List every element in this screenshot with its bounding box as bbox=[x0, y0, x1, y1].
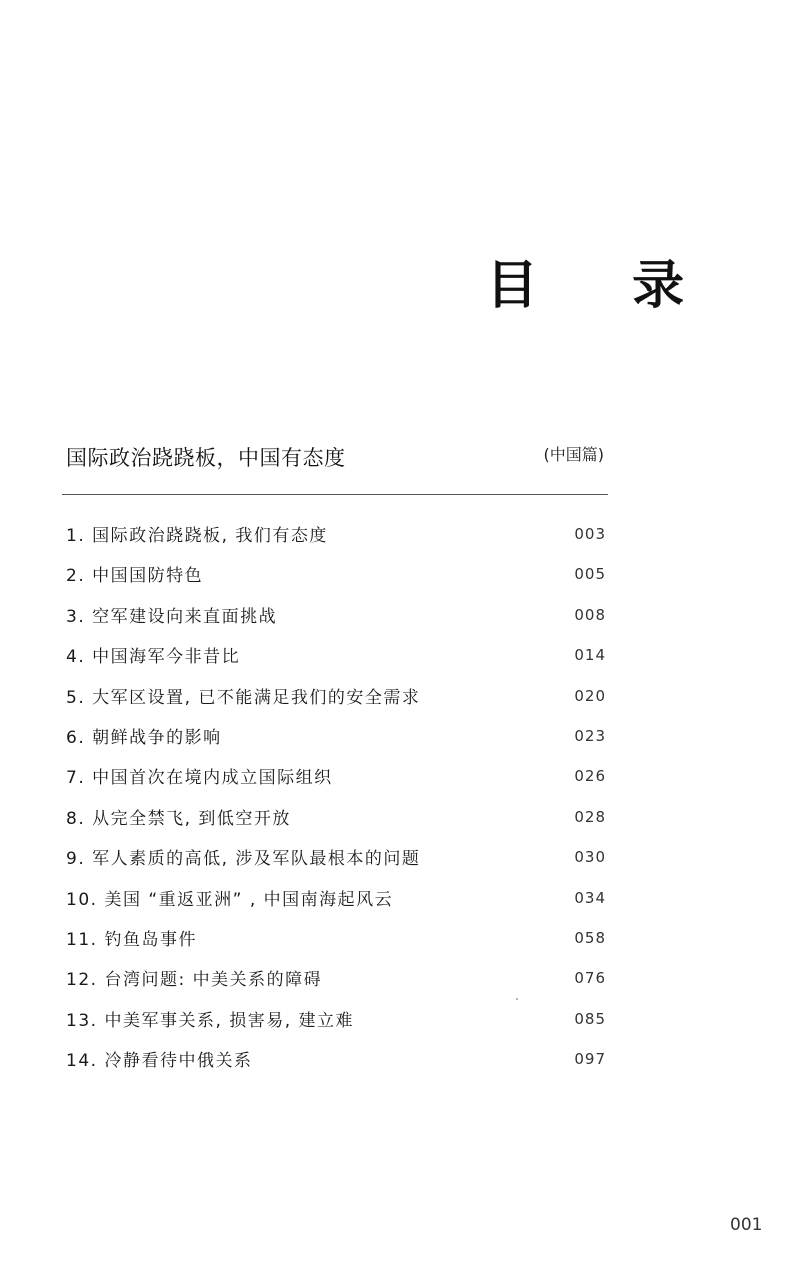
toc-entry[interactable] bbox=[62, 1043, 608, 1083]
toc-entry[interactable] bbox=[62, 841, 608, 881]
toc-entry[interactable] bbox=[62, 720, 608, 760]
toc-entry-label: 5. 大军区设置, 已不能满足我们的安全需求 bbox=[66, 687, 421, 708]
toc-entry-page: 026 bbox=[574, 767, 606, 786]
toc-entry-page: 008 bbox=[574, 605, 606, 624]
page-title: 目 录 bbox=[486, 256, 723, 316]
toc-entry-label: 12. 台湾问题: 中美关系的障碍 bbox=[66, 970, 323, 991]
toc-list bbox=[62, 518, 608, 1083]
toc-entry[interactable] bbox=[62, 801, 608, 841]
page-number: 001 bbox=[730, 1215, 763, 1235]
toc-entry-label: 3. 空军建设向来直面挑战 bbox=[66, 606, 278, 627]
toc-entry-page: 023 bbox=[574, 726, 606, 745]
toc-entry-label: 10. 美国 “重返亚洲” , 中国南海起风云 bbox=[66, 889, 394, 910]
toc-entry-page: 076 bbox=[574, 969, 606, 988]
toc-entry[interactable] bbox=[62, 922, 608, 962]
toc-entry-label: 8. 从完全禁飞, 到低空开放 bbox=[66, 808, 291, 829]
section-tag: (中国篇) bbox=[543, 445, 604, 464]
toc-entry-page: 058 bbox=[574, 928, 606, 947]
toc-entry[interactable] bbox=[62, 882, 608, 922]
toc-entry[interactable] bbox=[62, 680, 608, 720]
toc-entry-page: 020 bbox=[574, 686, 606, 705]
toc-entry[interactable] bbox=[62, 599, 608, 639]
toc-entry[interactable] bbox=[62, 1003, 608, 1043]
section-divider bbox=[62, 494, 608, 495]
toc-entry-page: 030 bbox=[574, 848, 606, 867]
toc-entry-label: 9. 军人素质的高低, 涉及军队最根本的问题 bbox=[66, 849, 421, 870]
toc-entry-label: 13. 中美军事关系, 损害易, 建立难 bbox=[66, 1010, 355, 1031]
toc-entry-page: 005 bbox=[574, 565, 606, 584]
toc-entry-label: 2. 中国国防特色 bbox=[66, 566, 204, 587]
toc-entry[interactable] bbox=[62, 639, 608, 679]
toc-entry[interactable] bbox=[62, 518, 608, 558]
toc-entry-label: 11. 钓鱼岛事件 bbox=[66, 929, 197, 950]
toc-entry-label: 4. 中国海军今非昔比 bbox=[66, 647, 241, 668]
toc-entry-label: 1. 国际政治跷跷板, 我们有态度 bbox=[66, 526, 328, 546]
toc-entry-page: 097 bbox=[574, 1050, 606, 1069]
toc-entry-page: 085 bbox=[574, 1009, 606, 1028]
toc-entry-page: 034 bbox=[574, 888, 606, 907]
toc-entry[interactable] bbox=[62, 962, 608, 1002]
toc-entry-label: 14. 冷静看待中俄关系 bbox=[66, 1051, 253, 1072]
scan-speck bbox=[516, 998, 518, 1000]
section-header bbox=[62, 440, 608, 476]
toc-entry-page: 028 bbox=[574, 807, 606, 826]
toc-entry-page: 014 bbox=[574, 646, 606, 665]
toc-entry[interactable] bbox=[62, 558, 608, 598]
toc-entry[interactable] bbox=[62, 760, 608, 800]
section-title: 国际政治跷跷板，中国有态度 bbox=[66, 446, 346, 470]
toc-entry-label: 6. 朝鲜战争的影响 bbox=[66, 727, 222, 748]
toc-entry-page: 003 bbox=[574, 525, 606, 543]
toc-entry-label: 7. 中国首次在境内成立国际组织 bbox=[66, 768, 333, 789]
